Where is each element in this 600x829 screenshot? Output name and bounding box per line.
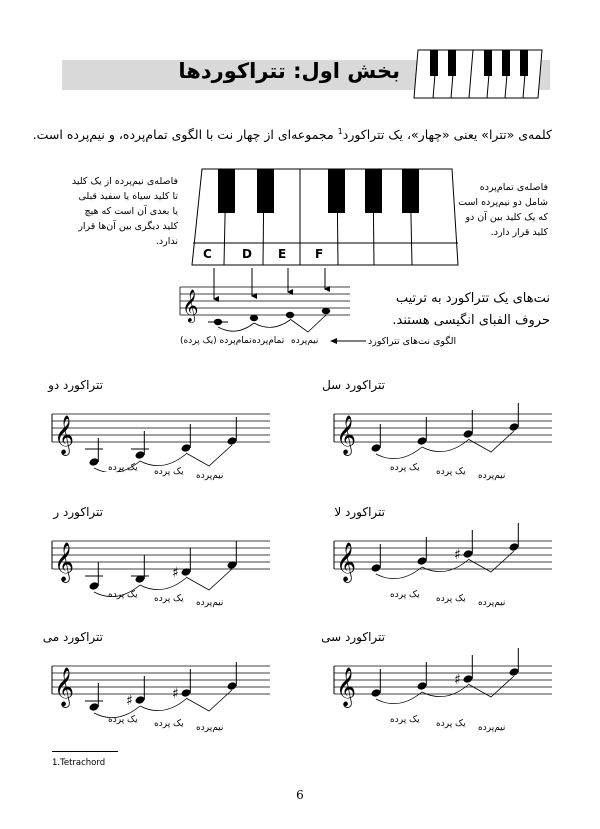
interval-label: یک پرده	[108, 715, 138, 725]
interval-label: یک پرده	[390, 590, 420, 600]
interval-label: نیم‌پرده	[196, 723, 224, 733]
keyboard-staff	[170, 265, 360, 335]
treble-clef-icon: 𝄞	[336, 542, 357, 582]
interval-label: نیم‌پرده	[196, 471, 224, 481]
semitone-note: فاصله‌ی نیم‌پرده از یک کلید تا کلید سیاه یا سفید قبلی یا بعدی آن است که هیچ کلید دیگری بین آن‌ها قرار ندارد.	[71, 176, 178, 247]
example-staff	[48, 519, 274, 599]
sharp-icon: ♯	[126, 693, 133, 709]
example-staff	[48, 644, 274, 724]
interval-label: نیم‌پرده	[196, 598, 224, 608]
tetrachord-caption: نت‌های یک تتراکورد به ترتیب حروف الفبای انگیسی هستند.	[392, 291, 550, 328]
interval-label: یک پرده	[390, 715, 420, 725]
interval-label-whole: تمام‌پرده	[252, 336, 285, 346]
interval-label: یک پرده	[108, 463, 138, 473]
half-step-v	[186, 569, 232, 590]
interval-label: یک پرده	[154, 594, 184, 604]
page-number: 6	[296, 788, 304, 802]
footnote-rule	[52, 751, 118, 752]
example-staff	[330, 644, 556, 724]
whole-tone-slur	[140, 578, 186, 590]
sharp-icon: ♯	[454, 672, 461, 688]
key-letter-e: E	[278, 247, 287, 261]
header-piano-illustration	[410, 48, 550, 100]
whole-tone-note: فاصله‌ی تمام‌پرده شامل دو نیم‌پرده است که یک کلید بین آن دو کلید قرار دارد.	[458, 182, 548, 238]
whole-tone-slur	[140, 454, 186, 466]
example-title: تتراکورد ر	[53, 505, 103, 519]
key-letter-f: F	[315, 247, 324, 261]
sharp-icon: ♯	[172, 565, 179, 581]
example-staff	[330, 519, 556, 599]
half-step-v	[468, 431, 514, 452]
interval-label: یک پرده	[436, 719, 466, 729]
sharp-icon: ♯	[454, 547, 461, 563]
half-step-v	[186, 445, 232, 466]
interval-label: نیم‌پرده	[478, 598, 506, 608]
interval-label: یک پرده	[154, 467, 184, 477]
whole-tone-slur	[376, 447, 422, 459]
example-title: تتراکورد سل	[322, 378, 385, 392]
example-title: تتراکورد دو	[48, 378, 103, 392]
key-letter-d: D	[242, 247, 252, 261]
treble-clef-icon: 𝄞	[336, 415, 357, 455]
interval-label-half: نیم‌پرده	[291, 336, 319, 346]
key-letter-c: C	[203, 247, 212, 261]
interval-label-whole-paren: تمام‌پرده (یک پرده)	[180, 336, 252, 346]
pattern-label: الگوی نت‌های تتراکورد	[368, 336, 457, 347]
interval-label: نیم‌پرده	[478, 471, 506, 481]
example-staff	[48, 392, 274, 472]
treble-clef-icon: 𝄞	[336, 667, 357, 707]
intro-paragraph: کلمه‌ی «تترا» یعنی «چهار»، یک تتراکورد$^1$ مجموعه‌ای از چهار نت با الگوی تمام‌پرده، و نیم‌پرده است.	[32, 127, 552, 143]
example-title: تتراکورد لا	[334, 505, 385, 519]
svg-text:𝄞: 𝄞	[182, 289, 199, 322]
page-title: بخش اول: تتراکوردها	[178, 59, 400, 83]
interval-label: نیم‌پرده	[478, 723, 506, 733]
piano-keyboard	[190, 165, 460, 270]
interval-label: یک پرده	[390, 463, 420, 473]
treble-clef-icon: 𝄞	[54, 415, 75, 455]
pattern-arrow	[330, 336, 366, 346]
whole-tone-slur	[140, 699, 186, 711]
treble-clef-icon: 𝄞	[54, 667, 75, 707]
half-step-v	[186, 690, 232, 711]
interval-label: یک پرده	[436, 467, 466, 477]
footnote: 1.Tetrachord	[52, 758, 106, 768]
treble-clef-icon: 𝄞	[54, 542, 75, 582]
example-title: تتراکورد می	[42, 630, 103, 644]
interval-label: یک پرده	[108, 590, 138, 600]
interval-label: یک پرده	[154, 719, 184, 729]
footnote-mark: 1	[337, 127, 343, 136]
example-staff	[330, 392, 556, 472]
interval-label: یک پرده	[436, 594, 466, 604]
example-title: تتراکورد سی	[321, 630, 385, 644]
sharp-icon: ♯	[172, 686, 179, 702]
